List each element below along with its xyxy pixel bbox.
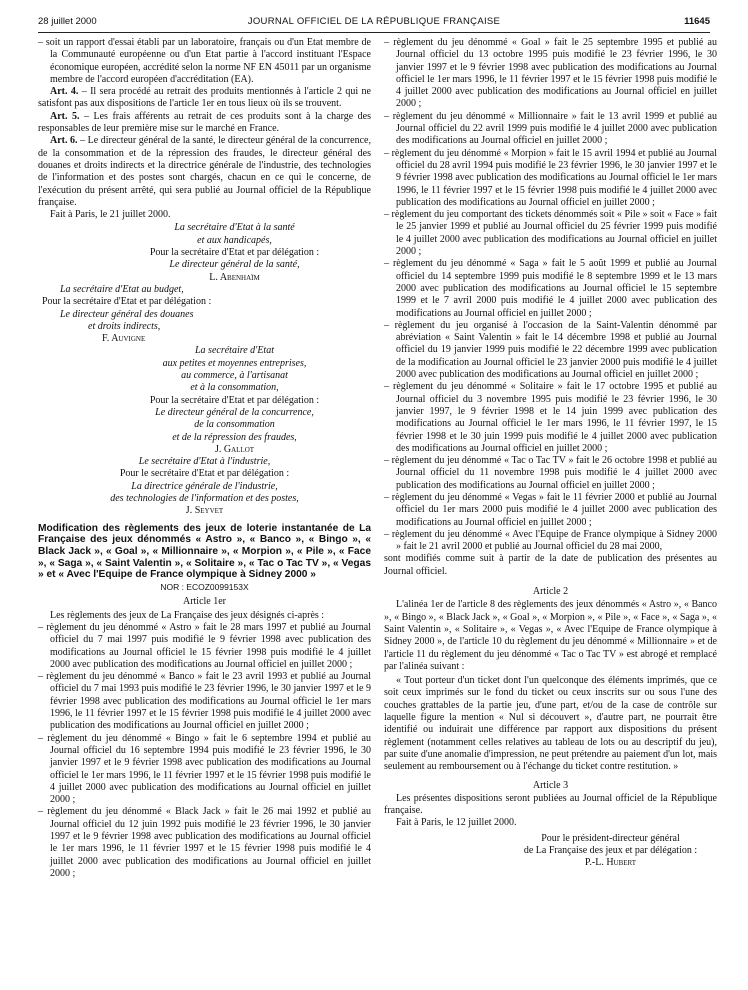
list-item: – règlement du jeu dénommé « Morpion » fait le 15 avril 1994 et publié au Journal officiel du 28 avril 1994 puis modifié le 23 février 1996, le 30 janvier 1997 et le 9 février 1998 avec publication des modifications au Journal officiel le 1er mars 1996, le 11 février 1997 et le 15 février 1998 puis modifié le 4 juillet 2000 avec publication des modifications au Journal officiel en juillet 2000 ; [384, 147, 717, 208]
signatory-name: J. Seyvet [185, 505, 224, 517]
list-item: – règlement du jeu dénommé « Saga » fait le 5 août 1999 et publié au Journal officiel du 14 septembre 1999 puis modifié le 8 septembre 1999 et le 13 mars 2000 avec publication des modifications au Journal officiel le 15 septembre 1999 et le 7 avril 2000 puis modifié le 4 juillet 2000 avec publication des modifications au Journal officiel en juillet 2000 ; [384, 258, 717, 319]
list-item: – règlement du jeu dénommé « Millionnaire » fait le 13 avril 1999 et publié au Journal officiel du 22 avril 1999 puis modifié le 4 juillet 2000 avec publication des modifications au Journal officiel en juillet 2000 ; [384, 110, 717, 147]
signature-block-sante: La secrétaire d'Etat à la santé et aux handicapés, Pour la secrétaire d'Etat et par délégation : Le directeur général de la santé, L. Abenhaïm [38, 222, 371, 283]
list-item: – règlement du jeu dénommé « Banco » fait le 23 avril 1993 et publié au Journal officiel du 7 mai 1993 puis modifié le 23 février 1996, le 30 janvier 1997 et le 9 février 1998 avec publication des modifications au Journal officiel le 1er mars 1996, le 11 février 1997 et le 15 février 1998 puis modifié le 4 juillet 2000 avec publication des modifications au Journal officiel en juillet 2000 ; [38, 671, 371, 732]
place-date: Fait à Paris, le 12 juillet 2000. [396, 817, 517, 829]
list-item: – règlement du jeu dénommé « Tac o Tac TV » fait le 26 octobre 1998 et publié au Journal officiel du 11 novembre 1998 puis modifié le 4 juillet 2000 avec publication des modifications au Journal officiel en juillet 2000 ; [384, 455, 717, 491]
signatory-name: J. Gallot [214, 443, 255, 455]
nor-reference: NOR : ECOZ0099153X [160, 582, 249, 593]
list-item: – règlement du jeu organisé à l'occasion de la Saint-Valentin dénommé par abréviation « Saint Valentin » fait le 14 décembre 1998 et publié au Journal officiel du 19 janvier 1999 puis modifié le 22 décembre 1999 avec publication de la modification au Journal officiel le 23 janvier 2000 puis modifié le 4 juillet 2000 avec publication des modifications au Journal officiel en juillet 2000 ; [384, 319, 717, 381]
header-date: 28 juillet 2000 [38, 16, 97, 27]
signature-block-fdj: Pour le président-directeur général de La Française des jeux et par délégation : P.-L. Hubert [384, 833, 717, 870]
article-heading: Article 3 [532, 779, 569, 791]
list-item: – règlement du jeu dénommé « Avec l'Equipe de France olympique à Sidney 2000 » fait le 21 avril 2000 et publié au Journal officiel du 28 mai 2000, [384, 528, 717, 553]
list-item: – règlement du jeu comportant des tickets dénommés soit « Pile » soit « Face » fait le 25 janvier 1999 et publié au Journal officiel du 25 février 1999 puis modifié le 4 juillet 2000 avec publication des modifications au Journal officiel en juillet 2000 ; [384, 209, 717, 258]
article-label: Art. 5. [50, 110, 80, 122]
quoted-paragraph: « Tout porteur d'un ticket dont l'un quelconque des éléments imprimés, que ce soit ceux imprimés sur le fond du ticket ou ceux inscrits sur ou sous l'une des couches grattables de la partie jeu, d'une part, et/ou de la case de contrôle sur laquelle figure la mention « Nul si découvert », d'autre part, ne pourrait être identifié ou induirait une différence par rapport aux dispositions du présent règlement (notamment celles relatives au tableau de lots ou au descriptif du jeu), par suite d'une anomalie d'impression, ne peut prétendre au paiement d'un lot, mais seulement au remboursement ou à l'échange du ticket contre restitution. » [384, 675, 717, 773]
header-journal-title: JOURNAL OFFICIEL DE LA RÉPUBLIQUE FRANÇAISE [247, 16, 501, 27]
list-item: – règlement du jeu dénommé « Vegas » fait le 11 février 2000 et publié au Journal officiel du 1er mars 2000 puis modifié le 4 juillet 2000 avec publication des modifications au Journal officiel en juillet 2000 ; [384, 491, 717, 528]
article-5: Art. 5. – Les frais afférents au retrait de ces produits sont à la charge des responsables de leur première mise sur le marché en France. [38, 110, 371, 135]
page-header [38, 16, 710, 32]
signature-block-budget: La secrétaire d'Etat au budget, Pour la secrétaire d'Etat et par délégation : Le directeur général des douanes et droits indirects, F. Auvigne [38, 284, 371, 345]
list-item: – règlement du jeu dénommé « Black Jack » fait le 26 mai 1992 et publié au Journal officiel du 12 juin 1992 puis modifié le 23 février 1996, le 30 janvier 1997 et le 9 février 1998 avec publication des modifications au Journal officiel le 1er mars 1996, le 11 février 1997 et le 15 février 1998 puis modifié le 4 juillet 2000 avec publication des modifications au Journal officiel en juillet 2000 ; [38, 806, 371, 879]
text-paragraph: Les règlements des jeux de La Française des jeux désignés ci-après : [50, 609, 325, 621]
signature-block-industrie: Le secrétaire d'Etat à l'industrie, Pour le secrétaire d'Etat et par délégation : La directrice générale de l'industrie, des technologies de l'information et des postes, J. Seyvet [38, 456, 371, 517]
signature-block-commerce: La secrétaire d'Etat aux petites et moyennes entreprises, au commerce, à l'artisanat et à la consommation, Pour la secrétaire d'Etat et par délégation : Le directeur général de la concurrence, de la consommation et de la répression des fraudes, J. Gallot [38, 345, 371, 456]
signatory-name: P.-L. Hubert [584, 857, 637, 869]
list-item: – règlement du jeu dénommé « Astro » fait le 28 mars 1997 et publié au Journal officiel du 7 mai 1997 puis modifié le 9 février 1998 avec publication des modifications au Journal officiel le 15 février 1998 puis modifié le 4 juillet 2000 avec publication des modifications au Journal officiel en juillet 2000 ; [38, 621, 371, 670]
article-6: Art. 6. – Le directeur général de la santé, le directeur général de la concurrence, de la consommation et de la répression des fraudes, le directeur général des douanes et droits indirects et la directrice générale de l'industrie, des technologies de l'information et des postes sont chargés, chacun en ce qui le concerne, de l'exécution du présent arrêté, qui sera publié au Journal officiel de la République française. [38, 135, 371, 208]
header-page-number: 11645 [684, 16, 710, 27]
article-heading: Article 1er [182, 596, 227, 608]
right-column [384, 37, 717, 870]
article-label: Art. 6. [50, 135, 78, 147]
article-label: Art. 4. [50, 86, 79, 98]
left-column [38, 37, 371, 880]
decision-title: Modification des règlements des jeux de loterie instantanée de La Française des jeux dénommés « Astro », « Banco », « Bingo », « Black Jack », « Goal », « Millionnaire », « Morpion », « Pile », « Face », « Saga », « Saint Valentin », « Solitaire », « Tac o Tac TV », « Vegas » et « Avec l'Equipe de France olympique à Sidney 2000 » [38, 522, 371, 581]
regulation-list [384, 37, 717, 553]
signatory-name: F. Auvigne [102, 333, 146, 345]
text-paragraph: sont modifiés comme suit à partir de la date de publication des présentes au Journal officiel. [384, 553, 717, 577]
header-rule [38, 32, 710, 33]
article-4: Art. 4. – Il sera procédé au retrait des produits mentionnés à l'article 2 qui ne satisfont pas aux dispositions de l'article 1er en tous lieux où ils se trouvent. [38, 86, 371, 110]
place-date: Fait à Paris, le 21 juillet 2000. [50, 209, 171, 221]
list-item: – règlement du jeu dénommé « Solitaire » fait le 17 octobre 1995 et publié au Journal officiel du 3 novembre 1995 puis modifié le 23 février 1996, le 30 janvier 1997, le 9 février 1998 et le 14 juin 1999 avec publication des modifications au Journal officiel le 1er mars 1996, le 11 février 1997, le 15 février 1998 et le 30 juin 1999 puis modifié le 4 juillet 2000 avec publication des modifications au Journal officiel en juillet 2000 ; [384, 381, 717, 454]
list-item: – règlement du jeu dénommé « Bingo » fait le 6 septembre 1994 et publié au Journal officiel du 16 septembre 1994 puis modifié le 23 février 1996, le 30 janvier 1997 et le 9 février 1998 avec publication des modifications au Journal officiel le 1er mars 1996, le 11 février 1997 et le 15 février 1998 puis modifié le 4 juillet 2000 avec publication des modifications au Journal officiel en juillet 2000 ; [38, 732, 371, 806]
list-item: – règlement du jeu dénommé « Goal » fait le 25 septembre 1995 et publié au Journal officiel du 13 octobre 1995 puis modifié le 23 février 1996, le 30 janvier 1997 et le 9 février 1998 avec publication des modifications au Journal officiel le 1er mars 1996, le 11 février 1997 et le 15 février 1998 puis modifié le 4 juillet 2000 avec publication des modifications au Journal officiel en juillet 2000 ; [384, 37, 717, 110]
signatory-name: L. Abenhaïm [209, 271, 260, 283]
regulation-list [38, 622, 371, 880]
text-paragraph: L'alinéa 1er de l'article 8 des règlements des jeux dénommés « Astro », « Banco », « Bingo », « Black Jack », « Goal », « Morpion », « Pile », « Face », « Saga », « Saint Valentin », « Solitaire », « Vegas », « Avec l'Equipe de France olympique à Sidney 2000 », de l'article 10 du règlement du jeu dénommé « Millionnaire » et de l'article 11 du règlement du jeu dénommé « Tac o Tac TV » est abrogé et remplacé par l'alinéa suivant : [384, 599, 717, 672]
text-paragraph: Les présentes dispositions seront publiées au Journal officiel de la République française. [384, 792, 717, 817]
article-heading: Article 2 [532, 586, 569, 598]
text-paragraph: – soit un rapport d'essai établi par un laboratoire, français ou d'un Etat membre de la Communauté européenne ou d'un Etat partie à l'accord instituant l'Espace économique européen, accrédité selon la norme NF EN 45011 par un organisme membre de l'accord européen d'accréditation (EA). [38, 37, 371, 85]
